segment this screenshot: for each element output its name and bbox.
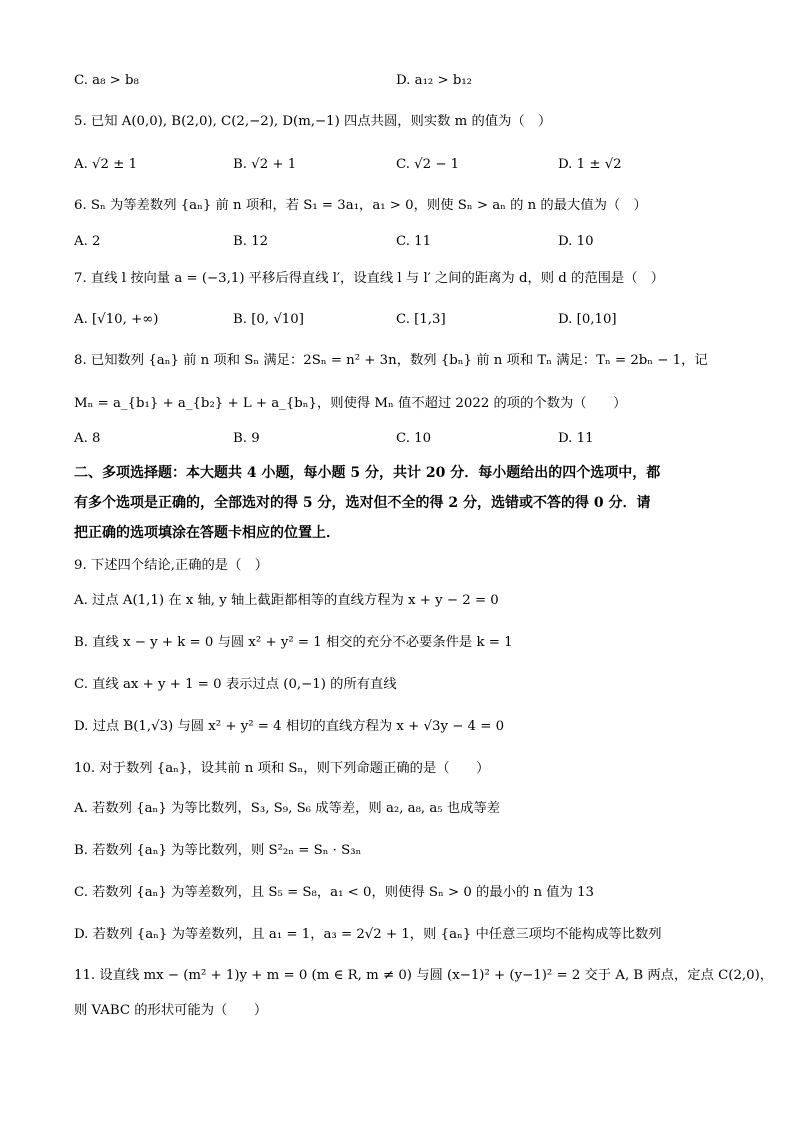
section2-instructions-line2: 有多个选项是正确的，全部选对的得 5 分，选对但不全的得 2 分，选错或不答的得 0 分．请: [74, 495, 651, 511]
q11-stem-line1: 11. 设直线 mx − (m² + 1)y + m = 0 (m ∈ R, m ≠ 0) 与圆 (x−1)² + (y−1)² = 2 交于 A, B 两点，定点 C(2,0)，: [74, 968, 774, 983]
q5-option-a: A. √2 ± 1: [74, 157, 138, 172]
section2-instructions-line3: 把正确的选项填涂在答题卡相应的位置上．: [74, 525, 340, 541]
q10-stem: 10. 对于数列 {aₙ}，设其前 n 项和 Sₙ，则下列命题正确的是（ ）: [74, 761, 490, 776]
q10-option-b: B. 若数列 {aₙ} 为等比数列，则 S²₂ₙ = Sₙ · S₃ₙ: [74, 843, 362, 858]
q8-stem-line2: Mₙ = a_{b₁} + a_{b₂} + L + a_{bₙ}，则使得 Mₙ 值不超过 2022 的项的个数为（ ）: [74, 396, 627, 411]
q4-option-d: D. a₁₂ > b₁₂: [396, 73, 472, 88]
q7-option-d: D. [0,10]: [558, 312, 617, 327]
section2-instructions-line1: 二、多项选择题：本大题共 4 小题，每小题 5 分，共计 20 分．每小题给出的四个选项中，都: [74, 465, 661, 481]
q6-stem: 6. Sₙ 为等差数列 {aₙ} 前 n 项和，若 S₁ = 3a₁，a₁ > 0，则使 Sₙ > aₙ 的 n 的最大值为（ ）: [74, 198, 647, 213]
q9-stem: 9. 下述四个结论,正确的是（ ）: [74, 558, 268, 573]
q7-option-b: B. [0, √10]: [233, 312, 304, 327]
q8-option-a: A. 8: [74, 431, 101, 446]
q10-option-c: C. 若数列 {aₙ} 为等差数列，且 S₅ = S₈，a₁ < 0，则使得 Sₙ > 0 的最小的 n 值为 13: [74, 885, 594, 900]
q9-option-c: C. 直线 ax + y + 1 = 0 表示过点 (0,−1) 的所有直线: [74, 677, 397, 692]
q8-option-c: C. 10: [396, 431, 432, 446]
q9-option-b: B. 直线 x − y + k = 0 与圆 x² + y² = 1 相交的充分不必要条件是 k = 1: [74, 635, 513, 650]
q7-stem: 7. 直线 l 按向量 a = (−3,1) 平移后得直线 l′，设直线 l 与 l′ 之间的距离为 d，则 d 的范围是（ ）: [74, 271, 665, 286]
q4-option-c: C. a₈ > b₈: [74, 73, 139, 88]
q11-stem-line2: 则 VABC 的形状可能为（ ）: [74, 1003, 268, 1018]
q8-stem-line1: 8. 已知数列 {aₙ} 前 n 项和 Sₙ 满足：2Sₙ = n² + 3n，数列 {bₙ} 前 n 项和 Tₙ 满足：Tₙ = 2bₙ − 1，记: [74, 353, 708, 368]
q9-option-d: D. 过点 B(1,√3) 与圆 x² + y² = 4 相切的直线方程为 x + √3y − 4 = 0: [74, 719, 505, 734]
q6-option-b: B. 12: [233, 234, 269, 249]
q9-option-a: A. 过点 A(1,1) 在 x 轴, y 轴上截距都相等的直线方程为 x + y − 2 = 0: [74, 593, 499, 608]
q6-option-d: D. 10: [558, 234, 594, 249]
q5-option-c: C. √2 − 1: [396, 157, 460, 172]
q5-stem: 5. 已知 A(0,0), B(2,0), C(2,−2), D(m,−1) 四点共圆，则实数 m 的值为（ ）: [74, 114, 552, 129]
q5-option-d: D. 1 ± √2: [558, 157, 622, 172]
q10-option-d: D. 若数列 {aₙ} 为等差数列，且 a₁ = 1，a₃ = 2√2 + 1，则 {aₙ} 中任意三项均不能构成等比数列: [74, 927, 662, 942]
q5-option-b: B. √2 + 1: [233, 157, 297, 172]
q10-option-a: A. 若数列 {aₙ} 为等比数列，S₃, S₉, S₆ 成等差，则 a₂, a₈, a₅ 也成等差: [74, 801, 501, 816]
q7-option-c: C. [1,3]: [396, 312, 446, 327]
q6-option-c: C. 11: [396, 234, 432, 249]
q6-option-a: A. 2: [74, 234, 101, 249]
q7-option-a: A. [√10, +∞): [74, 312, 159, 327]
q8-option-b: B. 9: [233, 431, 260, 446]
q8-option-d: D. 11: [558, 431, 594, 446]
